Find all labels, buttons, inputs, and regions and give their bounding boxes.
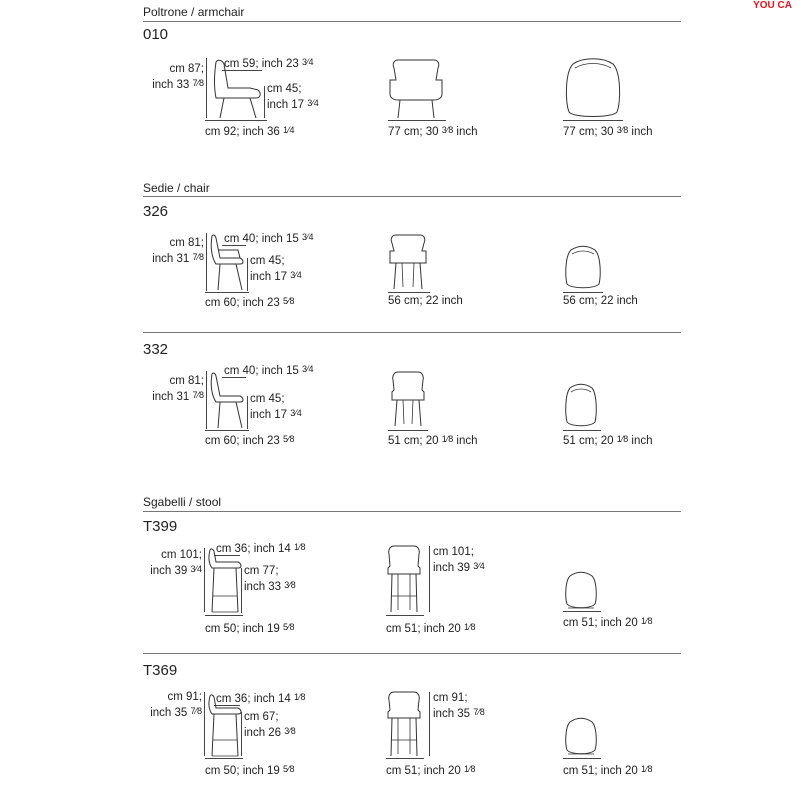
seat-height-bracket bbox=[247, 396, 248, 429]
depth-fraction: 3⁄4 bbox=[302, 57, 314, 67]
front-width-dimension bbox=[388, 432, 478, 448]
front-width-value: cm 51; inch 20 bbox=[386, 623, 461, 635]
length-dimension bbox=[205, 620, 295, 636]
front-width-value: 51 cm; 20 bbox=[388, 435, 439, 447]
depth-value: cm 36; inch 14 bbox=[216, 543, 291, 555]
height-inch-fraction: 7⁄8 bbox=[190, 706, 202, 716]
stool-front-view-icon bbox=[386, 544, 422, 614]
front-width-line bbox=[388, 430, 428, 431]
front-width-line bbox=[388, 292, 430, 293]
length-dimension bbox=[205, 762, 295, 778]
product-code: 332 bbox=[143, 341, 169, 358]
top-width-dimension bbox=[563, 432, 653, 448]
front-width-dimension bbox=[386, 620, 476, 636]
chair-top-view-icon bbox=[563, 384, 599, 428]
category-label-chair: Sedie / chair bbox=[143, 181, 210, 195]
height-cm: cm 101; bbox=[161, 549, 202, 561]
length-value: cm 50; inch 19 bbox=[205, 623, 280, 635]
seat-height-dimension bbox=[250, 254, 302, 284]
front-width-unit: inch bbox=[453, 126, 478, 138]
height-bracket bbox=[206, 233, 207, 291]
seat-cm: cm 45; bbox=[250, 255, 285, 267]
length-value: cm 92; inch 36 bbox=[205, 126, 280, 138]
product-code: T369 bbox=[143, 662, 178, 679]
seat-inch-fraction: 3⁄8 bbox=[284, 726, 296, 736]
stool-side-view-icon bbox=[206, 548, 244, 614]
seat-height-bracket bbox=[247, 258, 248, 291]
seat-inch: inch 26 bbox=[244, 727, 282, 739]
seat-cm: cm 67; bbox=[244, 711, 279, 723]
stool-top-view-icon bbox=[563, 718, 599, 756]
height-inch-fraction: 7⁄8 bbox=[192, 390, 204, 400]
depth-value: cm 36; inch 14 bbox=[216, 693, 291, 705]
front-width-value: cm 51; inch 20 bbox=[386, 765, 461, 777]
brand-logo-text: YOU CA bbox=[753, 0, 792, 11]
front-width-dimension bbox=[388, 123, 478, 139]
height-dimension bbox=[140, 236, 204, 266]
height-cm: cm 81; bbox=[169, 237, 204, 249]
length-fraction: 5⁄8 bbox=[283, 764, 295, 774]
top-width-line bbox=[563, 292, 603, 293]
front-width-fraction: 1⁄8 bbox=[464, 764, 476, 774]
chair-side-view-icon bbox=[208, 372, 248, 430]
seat-inch: inch 17 bbox=[250, 271, 288, 283]
section-divider bbox=[143, 511, 681, 512]
product-code: T399 bbox=[143, 518, 178, 535]
seat-height-bracket bbox=[241, 568, 242, 613]
length-value: cm 60; inch 23 bbox=[205, 435, 280, 447]
front-height-dimension bbox=[433, 545, 485, 575]
stool-top-view-icon bbox=[563, 572, 599, 610]
top-width-dimension bbox=[563, 123, 653, 139]
height-inch: inch 31 bbox=[152, 253, 190, 265]
length-fraction: 5⁄8 bbox=[283, 296, 295, 306]
front-height-cm: cm 91; bbox=[433, 692, 468, 704]
top-width-fraction: 1⁄8 bbox=[616, 434, 629, 444]
height-dimension bbox=[140, 374, 204, 404]
length-line bbox=[205, 430, 249, 431]
length-dimension bbox=[205, 123, 295, 139]
depth-fraction: 3⁄4 bbox=[302, 364, 314, 374]
depth-fraction: 1⁄8 bbox=[294, 542, 306, 552]
top-width-fraction: 1⁄8 bbox=[641, 616, 653, 626]
stool-side-view-icon bbox=[206, 694, 244, 758]
front-height-bracket bbox=[429, 692, 430, 756]
seat-inch: inch 33 bbox=[244, 581, 282, 593]
seat-height-dimension bbox=[244, 710, 296, 740]
height-inch-fraction: 3⁄4 bbox=[190, 564, 202, 574]
height-cm: cm 81; bbox=[169, 375, 204, 387]
section-divider bbox=[143, 196, 681, 197]
depth-value: cm 40; inch 15 bbox=[224, 233, 299, 245]
depth-fraction: 1⁄8 bbox=[294, 692, 306, 702]
height-inch: inch 35 bbox=[150, 707, 188, 719]
height-inch: inch 33 bbox=[152, 79, 190, 91]
front-height-inch: inch 39 bbox=[433, 562, 471, 574]
front-width-fraction: 3⁄8 bbox=[441, 125, 454, 135]
seat-inch: inch 17 bbox=[267, 99, 305, 111]
section-divider bbox=[143, 653, 681, 654]
top-width-value: 51 cm; 20 bbox=[563, 435, 614, 447]
seat-height-dimension bbox=[250, 392, 302, 422]
category-label-armchair: Poltrone / armchair bbox=[143, 5, 245, 19]
depth-fraction: 3⁄4 bbox=[302, 232, 314, 242]
top-width-unit: inch bbox=[628, 126, 653, 138]
chair-front-view-icon bbox=[390, 370, 426, 428]
front-width-line bbox=[388, 120, 446, 121]
front-width-unit: inch bbox=[453, 435, 478, 447]
length-line bbox=[205, 120, 267, 121]
top-width-line bbox=[563, 120, 623, 121]
seat-inch-fraction: 3⁄8 bbox=[284, 580, 296, 590]
length-line bbox=[205, 615, 243, 616]
seat-cm: cm 45; bbox=[250, 393, 285, 405]
front-height-cm: cm 101; bbox=[433, 546, 474, 558]
height-dimension bbox=[140, 548, 202, 578]
length-value: cm 50; inch 19 bbox=[205, 765, 280, 777]
front-height-inch-fraction: 3⁄4 bbox=[473, 561, 485, 571]
armchair-side-view-icon bbox=[210, 58, 270, 120]
front-height-dimension bbox=[433, 691, 485, 721]
height-inch-fraction: 7⁄8 bbox=[192, 78, 204, 88]
seat-height-dimension bbox=[267, 82, 319, 112]
length-fraction: 1⁄4 bbox=[283, 125, 295, 135]
top-width-line bbox=[563, 430, 601, 431]
front-width-dimension bbox=[386, 762, 476, 778]
armchair-top-view-icon bbox=[563, 58, 623, 120]
seat-inch: inch 17 bbox=[250, 409, 288, 421]
chair-front-view-icon bbox=[388, 233, 428, 291]
length-value: cm 60; inch 23 bbox=[205, 297, 280, 309]
top-width-value: cm 51; inch 20 bbox=[563, 765, 638, 777]
seat-height-bracket bbox=[264, 86, 265, 118]
length-fraction: 5⁄8 bbox=[283, 622, 295, 632]
section-divider bbox=[143, 332, 681, 333]
product-code: 010 bbox=[143, 26, 169, 43]
seat-height-dimension bbox=[244, 564, 296, 594]
top-width-fraction: 3⁄8 bbox=[616, 125, 629, 135]
front-width-fraction: 1⁄8 bbox=[464, 622, 476, 632]
front-width-value: 56 cm; 22 inch bbox=[388, 295, 463, 307]
front-height-inch-fraction: 7⁄8 bbox=[473, 707, 485, 717]
top-width-line bbox=[563, 758, 601, 759]
height-bracket bbox=[206, 58, 207, 118]
depth-value: cm 59; inch 23 bbox=[224, 58, 299, 70]
front-width-line bbox=[386, 615, 424, 616]
front-width-line bbox=[386, 758, 424, 759]
height-inch-fraction: 7⁄8 bbox=[192, 252, 204, 262]
height-cm: cm 91; bbox=[167, 691, 202, 703]
chair-side-view-icon bbox=[208, 234, 248, 292]
height-cm: cm 87; bbox=[169, 63, 204, 75]
top-width-dimension bbox=[563, 614, 653, 630]
seat-cm: cm 45; bbox=[267, 83, 302, 95]
length-line bbox=[205, 292, 249, 293]
seat-inch-fraction: 3⁄4 bbox=[307, 98, 319, 108]
seat-height-bracket bbox=[241, 712, 242, 756]
length-line bbox=[205, 758, 243, 759]
section-divider bbox=[143, 21, 681, 22]
top-width-value: 77 cm; 30 bbox=[563, 126, 614, 138]
top-width-unit: inch bbox=[628, 435, 653, 447]
height-dimension bbox=[140, 690, 202, 720]
chair-top-view-icon bbox=[563, 246, 603, 290]
length-dimension bbox=[205, 294, 295, 310]
top-width-dimension bbox=[563, 294, 638, 308]
length-dimension bbox=[205, 432, 295, 448]
front-width-dimension bbox=[388, 294, 463, 308]
seat-cm: cm 77; bbox=[244, 565, 279, 577]
height-inch: inch 31 bbox=[152, 391, 190, 403]
top-width-line bbox=[563, 611, 601, 612]
top-width-dimension bbox=[563, 762, 653, 778]
front-height-bracket bbox=[429, 546, 430, 612]
category-label-stool: Sgabelli / stool bbox=[143, 495, 222, 509]
length-fraction: 5⁄8 bbox=[283, 434, 295, 444]
stool-front-view-icon bbox=[386, 690, 422, 758]
armchair-front-view-icon bbox=[388, 58, 444, 120]
height-inch: inch 39 bbox=[150, 565, 188, 577]
front-height-inch: inch 35 bbox=[433, 708, 471, 720]
seat-inch-fraction: 3⁄4 bbox=[290, 270, 302, 280]
height-bracket bbox=[204, 692, 205, 756]
top-width-value: 56 cm; 22 inch bbox=[563, 295, 638, 307]
depth-value: cm 40; inch 15 bbox=[224, 365, 299, 377]
product-code: 326 bbox=[143, 203, 169, 220]
top-width-fraction: 1⁄8 bbox=[641, 764, 653, 774]
front-width-fraction: 1⁄8 bbox=[441, 434, 454, 444]
top-width-value: cm 51; inch 20 bbox=[563, 617, 638, 629]
height-bracket bbox=[206, 371, 207, 429]
height-dimension bbox=[140, 62, 204, 92]
seat-inch-fraction: 3⁄4 bbox=[290, 408, 302, 418]
front-width-value: 77 cm; 30 bbox=[388, 126, 439, 138]
height-bracket bbox=[204, 548, 205, 612]
